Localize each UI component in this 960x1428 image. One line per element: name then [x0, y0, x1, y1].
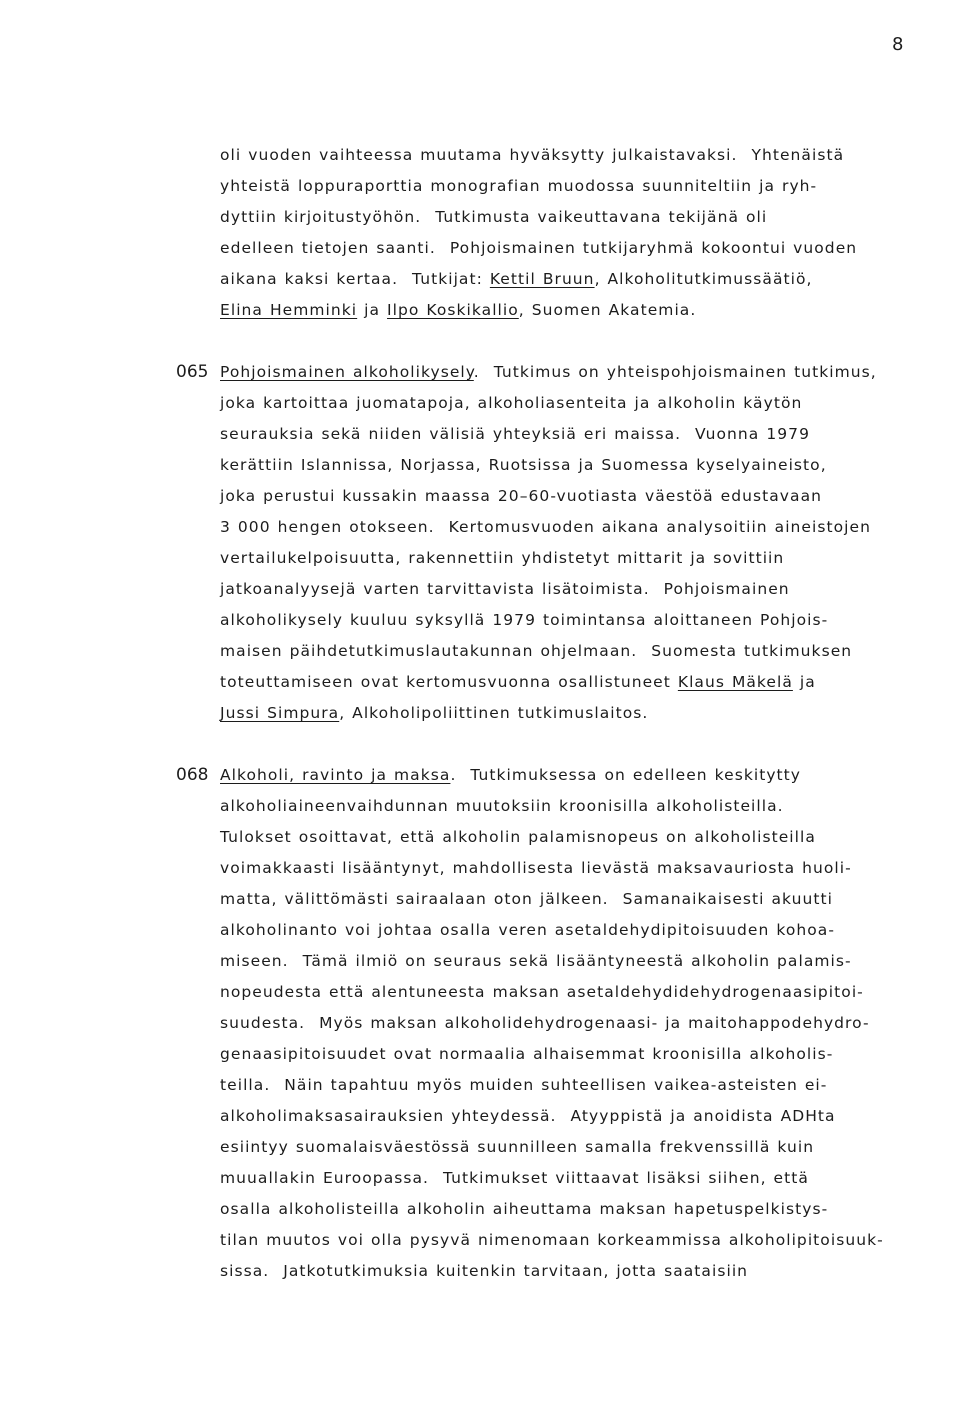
text-line: [220, 1008, 870, 1039]
text-line: [220, 822, 816, 853]
text-segment: , Alkoholitutkimussäätiö,: [594, 270, 813, 288]
text-segment: sissa. Jatkotutkimuksia kuitenkin tarvitaan, jotta saataisiin: [220, 1262, 749, 1280]
text-line: [220, 202, 767, 233]
text-segment: aikana kaksi kertaa. Tutkijat:: [220, 270, 490, 288]
text-segment: genaasipitoisuudet ovat normaalia alhaisemmat kroonisilla alkoholis-: [220, 1045, 834, 1063]
text-segment: Tulokset osoittavat, että alkoholin palamisnopeus on alkoholisteilla: [220, 828, 816, 846]
text-segment: edelleen tietojen saanti. Pohjoismainen tutkijaryhmä kokoontui vuoden: [220, 239, 858, 257]
text-line: [220, 1132, 814, 1163]
text-segment: kerättiin Islannissa, Norjassa, Ruotsissa ja Suomessa kyselyaineisto,: [220, 456, 827, 474]
text-segment: suudesta. Myös maksan alkoholidehydrogenaasi- ja maitohappodehydro-: [220, 1014, 870, 1032]
text-segment: voimakkaasti lisääntynyt, mahdollisesta lievästä maksavauriosta huoli-: [220, 859, 852, 877]
text-line: [220, 574, 790, 605]
text-line: [220, 388, 802, 419]
section-number: 065: [176, 362, 209, 382]
text-segment: . Tutkimus on yhteispohjoismainen tutkimus,: [473, 363, 877, 381]
text-segment: esiintyy suomalaisväestössä suunnilleen samalla frekvenssillä kuin: [220, 1138, 815, 1156]
underlined-name: Jussi Simpura: [220, 704, 340, 722]
text-line: [220, 946, 852, 977]
text-segment: teilla. Näin tapahtuu myös muiden suhteellisen vaikea-asteisten ei-: [220, 1076, 828, 1094]
text-line: [220, 512, 871, 543]
text-line: [220, 1225, 884, 1256]
text-line: [220, 543, 784, 574]
underlined-name: Kettil Bruun: [489, 270, 595, 288]
text-line: [220, 1194, 828, 1225]
underlined-name: Ilpo Koskikallio: [387, 301, 519, 319]
underlined-name: Alkoholi, ravinto ja maksa: [220, 766, 451, 784]
text-line: [220, 233, 857, 264]
text-line: [220, 450, 827, 481]
text-segment: nopeudesta että alentuneesta maksan asetaldehydidehydrogenaasipitoi-: [220, 983, 864, 1001]
text-segment: maisen päihdetutkimuslautakunnan ohjelmaan. Suomesta tutkimuksen: [220, 642, 853, 660]
text-segment: ja: [792, 673, 816, 691]
underlined-name: Pohjoismainen alkoholikysely: [220, 363, 474, 381]
text-line: [220, 853, 852, 884]
text-line: [220, 1070, 827, 1101]
text-segment: miseen. Tämä ilmiö on seuraus sekä lisääntyneestä alkoholin palamis-: [220, 952, 852, 970]
underlined-name: Elina Hemminki: [220, 301, 358, 319]
text-line: [220, 791, 784, 822]
page-number: 8: [892, 34, 904, 55]
text-segment: tilan muutos voi olla pysyvä nimenomaan korkeammissa alkoholipitoisuuk-: [220, 1231, 884, 1249]
text-segment: alkoholikysely kuuluu syksyllä 1979 toimintansa aloittaneen Pohjois-: [220, 611, 829, 629]
text-segment: yhteistä loppuraporttia monografian muodossa suunniteltiin ja ryh-: [220, 177, 818, 195]
text-line: [220, 1039, 833, 1070]
text-segment: vertailukelpoisuutta, rakennettiin yhdistetyt mittarit ja sovittiin: [220, 549, 785, 567]
text-segment: seurauksia sekä niiden välisiä yhteyksiä eri maissa. Vuonna 1979: [220, 425, 810, 443]
text-segment: matta, välittömästi sairaalaan oton jälkeen. Samanaikaisesti akuutti: [220, 890, 833, 908]
text-line: [220, 419, 810, 450]
text-segment: . Tutkimuksessa on edelleen keskitytty: [450, 766, 802, 784]
text-segment: joka kartoittaa juomatapoja, alkoholiasenteita ja alkoholin käytön: [220, 394, 803, 412]
text-line: [220, 636, 852, 667]
text-line: [220, 667, 816, 698]
text-segment: dyttiin kirjoitustyöhön. Tutkimusta vaikeuttavana tekijänä oli: [220, 208, 768, 226]
text-segment: , Alkoholipoliittinen tutkimuslaitos.: [339, 704, 649, 722]
text-line: [220, 698, 648, 729]
text-segment: 3 000 hengen otokseen. Kertomusvuoden aikana analysoitiin aineistojen: [220, 518, 871, 536]
underlined-name: Klaus Mäkelä: [677, 673, 793, 691]
text-line: [220, 760, 801, 791]
text-segment: jatkoanalyysejä varten tarvittavista lisätoimista. Pohjoismainen: [220, 580, 790, 598]
text-line: [220, 481, 822, 512]
text-segment: joka perustui kussakin maassa 20–60-vuotiasta väestöä edustavaan: [220, 487, 823, 505]
text-line: [220, 1256, 748, 1287]
text-line: [220, 171, 817, 202]
text-segment: ja: [357, 301, 388, 319]
text-segment: alkoholimaksasairauksien yhteydessä. Atyyppistä ja anoidista ADHta: [220, 1107, 836, 1125]
text-segment: , Suomen Akatemia.: [518, 301, 697, 319]
text-segment: toteuttamiseen ovat kertomusvuonna osallistuneet: [220, 673, 678, 691]
text-line: [220, 357, 877, 388]
text-segment: oli vuoden vaihteessa muutama hyväksytty julkaistavaksi. Yhtenäistä: [220, 146, 845, 164]
text-segment: muuallakin Euroopassa. Tutkimukset viittaavat lisäksi siihen, että: [220, 1169, 809, 1187]
text-line: [220, 295, 696, 326]
text-line: [220, 264, 813, 295]
text-line: [220, 1163, 809, 1194]
text-line: [220, 140, 844, 171]
text-line: [220, 884, 833, 915]
section-number: 068: [176, 765, 209, 785]
text-segment: osalla alkoholisteilla alkoholin aiheuttama maksan hapetuspelkistys-: [220, 1200, 829, 1218]
text-segment: alkoholinanto voi johtaa osalla veren asetaldehydipitoisuuden kohoa-: [220, 921, 835, 939]
text-line: [220, 1101, 836, 1132]
text-segment: alkoholiaineenvaihdunnan muutoksiin kroonisilla alkoholisteilla.: [220, 797, 784, 815]
text-line: [220, 915, 835, 946]
text-line: [220, 977, 864, 1008]
text-line: [220, 605, 828, 636]
